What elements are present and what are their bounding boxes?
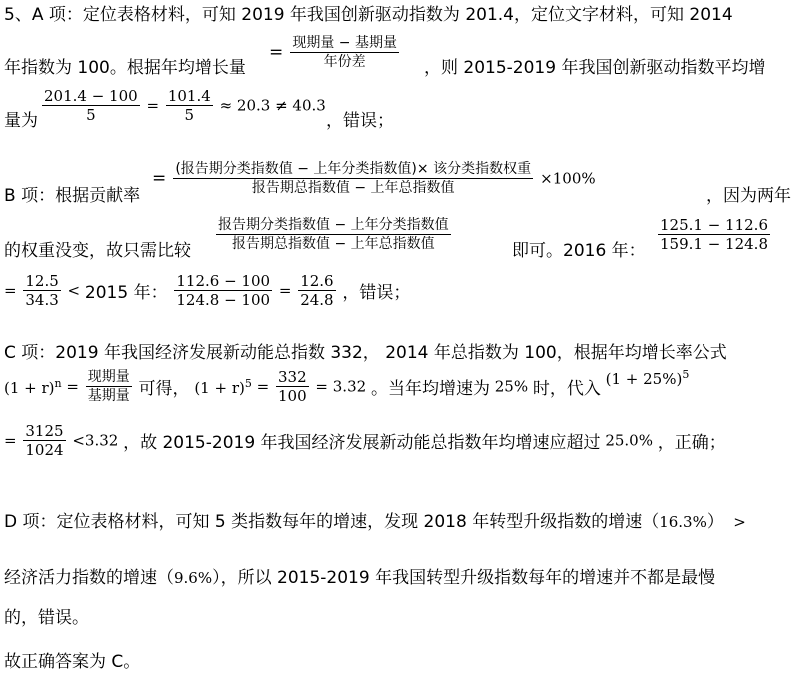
- greater-than: >: [733, 513, 746, 531]
- final-answer: 故正确答案为 C。: [4, 652, 141, 672]
- calc-fraction-2: [166, 87, 213, 124]
- ratio-fraction: [276, 368, 309, 405]
- sec-b-line2a: 的权重没变，故只需比较: [4, 241, 191, 261]
- den-2016: 159.1 − 124.8: [660, 235, 768, 253]
- num-2016: 125.1 − 112.6: [660, 216, 768, 234]
- sec-d-line1: [4, 511, 746, 533]
- num-2015: 112.6 − 100: [176, 272, 271, 290]
- value-9-6: 9.6%: [174, 569, 213, 587]
- growth-rate-formula: [4, 368, 689, 405]
- calc-den-1: 5: [86, 106, 96, 124]
- sec-a-line2b: ，则 2015-2019 年我国创新驱动指数平均增: [424, 58, 766, 78]
- label-2015: 2015 年：: [84, 283, 168, 303]
- sec-c-line3b: ，故 2015-2019 年我国经济发展新动能总指数年均增速应超过: [123, 433, 601, 453]
- den-2015-result: 24.8: [300, 291, 334, 309]
- sec-c-line3c: ，正确；: [657, 433, 726, 453]
- rate-eq-2: =: [256, 377, 270, 396]
- sec-a-line3b: ，错误；: [326, 111, 394, 131]
- sec-d-line2: [4, 567, 715, 589]
- exp-5: 5: [244, 376, 252, 390]
- lhs-5: (1 + r): [194, 378, 245, 397]
- sec-d-line2a: 经济活力指数的增速（: [4, 568, 174, 588]
- calc-fraction-1: [42, 87, 140, 124]
- compare-formula: [214, 216, 453, 253]
- ratio-den: 100: [278, 387, 307, 405]
- rate-fraction: [86, 368, 132, 405]
- calc-2016: [656, 216, 772, 253]
- pow-fraction: [23, 422, 65, 459]
- fraction-2016: [658, 216, 770, 253]
- contrib-num: (报告期分类指数值 − 上年分类指数值)× 该分类指数权重: [175, 161, 532, 177]
- rate-den: 基期量: [87, 388, 130, 404]
- rate-eq: =: [66, 377, 79, 396]
- lhs-n: (1 + r): [4, 378, 55, 397]
- formula-equals: =: [269, 42, 284, 63]
- rate-num: 现期量: [87, 369, 130, 385]
- contrib-fraction: [173, 160, 533, 197]
- growth-numerator: 现期量 − 基期量: [292, 35, 397, 51]
- pow-eq: =: [4, 431, 17, 450]
- fraction-2015: [174, 272, 272, 309]
- contrib-eq: =: [152, 168, 167, 189]
- sec-d-line1a: D 项：定位表格材料，可知 5 类指数每年的增速，发现 2018 年转型升级指数的增速（: [4, 512, 660, 532]
- calc-den-2: 5: [184, 106, 195, 124]
- eq-2016: =: [4, 281, 17, 300]
- pow-lt: <3.32: [72, 431, 119, 450]
- sec-a-line3a: 量为: [4, 111, 38, 131]
- num-2015-result: 12.6: [300, 272, 334, 290]
- contrib-den: 报告期总指数值 − 上年总指数值: [251, 180, 455, 196]
- compare-fraction: [216, 216, 451, 253]
- calc-num-2: 101.4: [167, 87, 211, 105]
- sec-d-line3: 的，错误。: [4, 608, 89, 628]
- growth-fraction: [290, 34, 399, 71]
- growth-denominator: 年份差: [323, 54, 366, 70]
- den-2015: 124.8 − 100: [176, 291, 271, 309]
- num-2016-result: 12.5: [25, 272, 59, 290]
- calc-line3: [4, 272, 410, 309]
- sec-b-label: B 项：根据贡献率: [4, 186, 141, 206]
- rate-text-2: 时，代入: [532, 379, 601, 399]
- sec-c-line3: [4, 422, 726, 459]
- contribution-formula: [152, 160, 596, 197]
- calc-approx: ≈ 20.3 ≠ 40.3: [219, 96, 326, 115]
- sec-a-calc: [40, 87, 326, 124]
- eq-2015: =: [278, 281, 292, 300]
- ratio-result: = 3.32: [315, 377, 367, 396]
- pow-num: 3125: [25, 422, 64, 440]
- sub-exp-5: 5: [682, 368, 690, 381]
- sec-b-line2b: 即可。2016 年：: [512, 241, 646, 261]
- calc-eq: =: [146, 96, 160, 115]
- sec-b-tail3: ，错误；: [342, 283, 411, 303]
- pow-den: 1024: [25, 441, 64, 459]
- den-2016-result: 34.3: [25, 291, 59, 309]
- sec-c-line1: C 项：2019 年我国经济发展新动能总指数 332， 2014 年总指数为 100，根据年均增长率公式: [4, 343, 727, 363]
- rate-text-1: 。当年均增速为: [370, 379, 490, 399]
- rate-mid: 可得，: [138, 379, 190, 399]
- compare-num: 报告期分类指数值 − 上年分类指数值: [218, 217, 449, 233]
- fraction-2015-result: [298, 272, 335, 309]
- compare-den: 报告期总指数值 − 上年总指数值: [232, 236, 435, 252]
- value-16-3: 16.3%: [659, 513, 707, 531]
- pct-25-0: 25.0%: [605, 431, 653, 450]
- pct-25: 25%: [494, 377, 529, 396]
- fraction-2016-result: [23, 272, 60, 309]
- sec-a-line2a: 年指数为 100。根据年均增长量: [4, 58, 246, 78]
- growth-formula: [269, 34, 401, 71]
- less-than: <: [67, 281, 81, 300]
- sec-b-tail1: ，因为两年: [706, 186, 791, 206]
- ratio-num: 332: [278, 368, 307, 386]
- exp-n: n: [54, 376, 62, 390]
- sec-d-line1b: ）: [706, 512, 724, 532]
- contrib-times: ×100%: [540, 169, 596, 188]
- sec-a-line1: 5、A 项：定位表格材料，可知 2019 年我国创新驱动指数为 201.4，定位文字材料，可知 2014: [4, 5, 733, 25]
- calc-num-1: 201.4 − 100: [44, 87, 138, 105]
- sub-expr: (1 + 25%): [605, 370, 683, 388]
- sec-d-line2b: ），所以 2015-2019 年我国转型升级指数每年的增速并不都是最慢: [212, 568, 716, 588]
